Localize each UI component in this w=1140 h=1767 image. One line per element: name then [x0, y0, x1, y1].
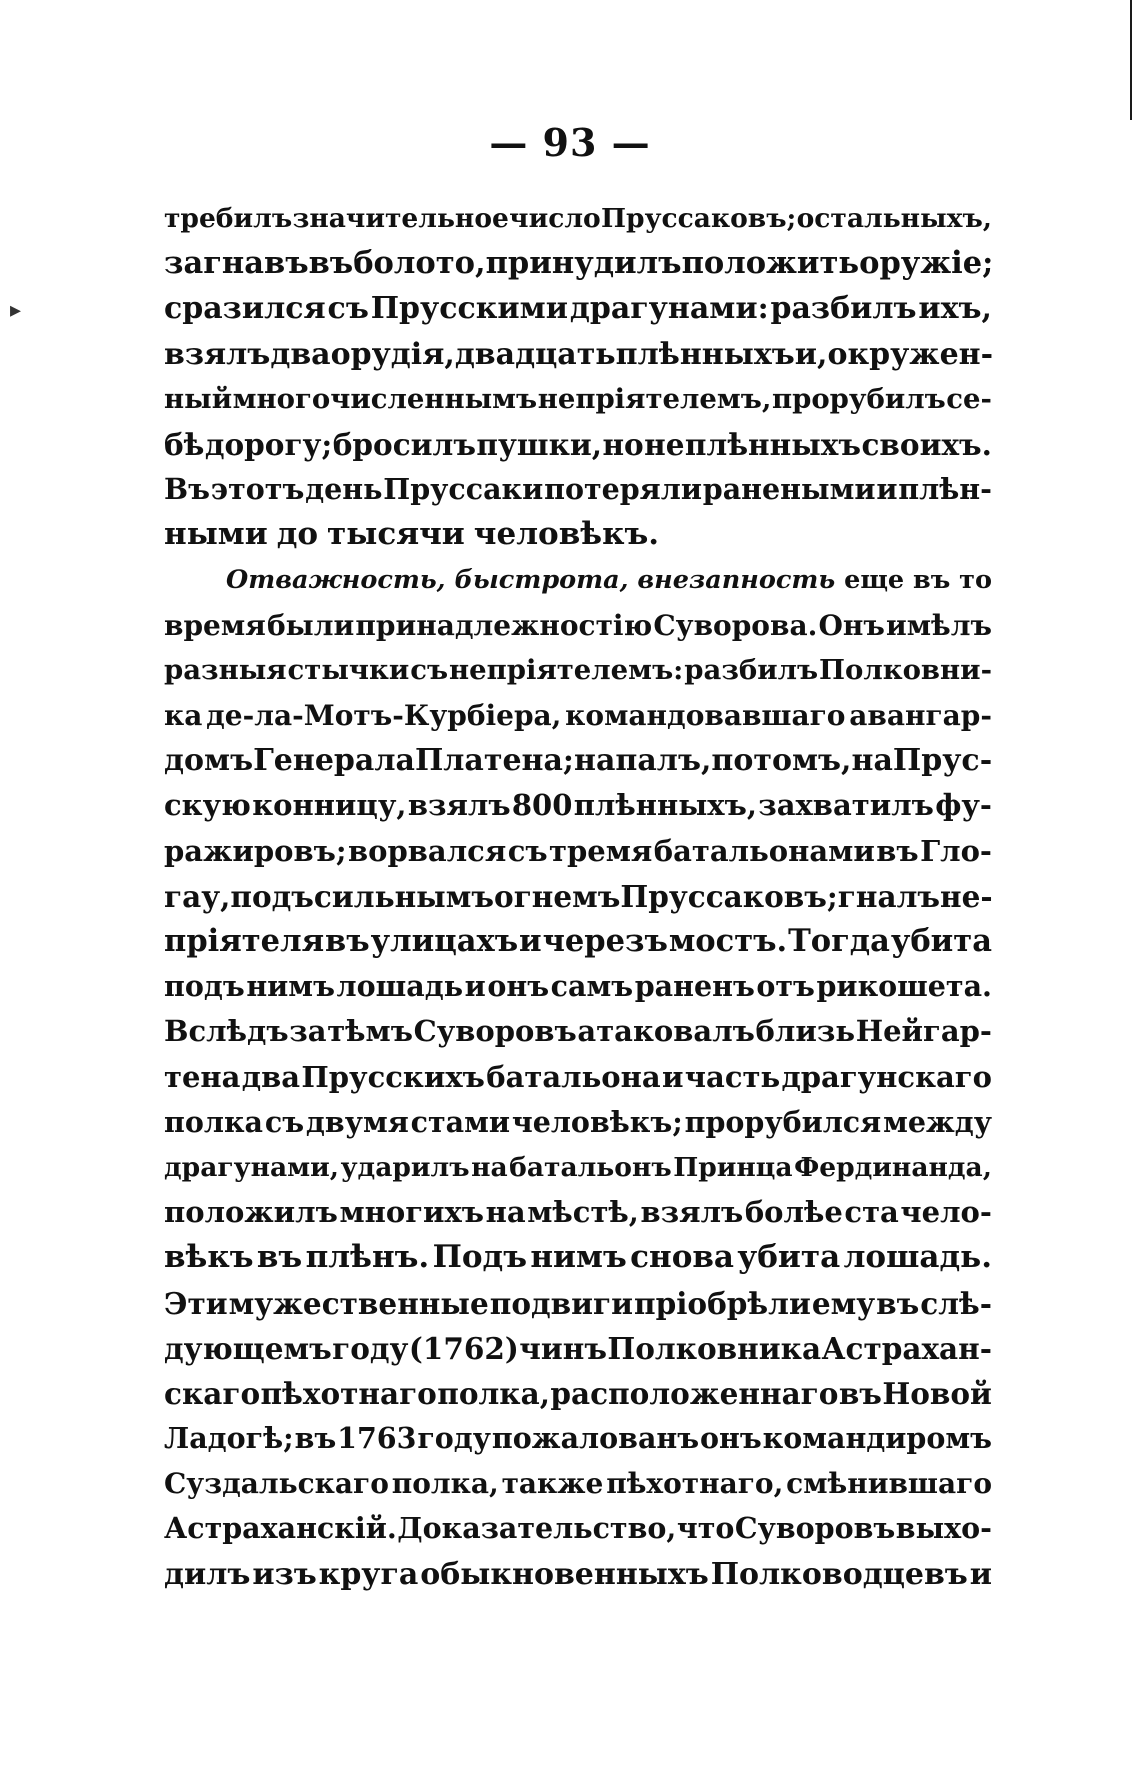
text-line: ка де-ла-Мотъ-Курбіера, командовавшаго авангар-: [164, 699, 992, 733]
text-line: Вслѣдъ за тѣмъ Суворовъ атаковалъ близь Нейгар-: [164, 1014, 992, 1049]
text-line: ными до тысячи человѣкъ.: [164, 516, 660, 553]
text-line: полка съ двумя стами человѣкъ; прорубился между: [164, 1104, 992, 1139]
text-line: пріятеля въ улицахъ и черезъ мостъ. Тогда убита: [164, 923, 992, 959]
text-line: Астраханскій. Доказательство, что Суворовъ выхо-: [164, 1511, 992, 1546]
margin-arrow-mark: ▸: [10, 298, 22, 323]
text-line: Суздальскаго полка, также пѣхотнаго, смѣнившаго: [164, 1467, 992, 1501]
text-line: дующемъ году (1762) чинъ Полковника Астрахан-: [164, 1330, 992, 1366]
text-line: загнавъ въ болото, принудилъ положить оружіе;: [164, 245, 994, 282]
text-line: разныя стычки съ непріятелемъ: разбилъ Полковни-: [164, 653, 992, 686]
text-line: подъ нимъ лошадь и онъ самъ раненъ отъ рикошета.: [164, 969, 992, 1004]
text-line: скаго пѣхотнаго полка, расположеннаго въ Новой: [164, 1375, 992, 1411]
text-line: вѣкъ въ плѣнъ. Подъ нимъ снова убита лошадь.: [164, 1239, 992, 1276]
text-line: Эти мужественные подвиги пріобрѣли ему въ слѣ-: [164, 1285, 992, 1321]
page-number: — 93 —: [489, 120, 651, 165]
text-line: Ладогѣ; въ 1763 году пожалованъ онъ командиромъ: [164, 1421, 992, 1456]
body-text: [164, 196, 992, 1597]
text-line: время были принадлежностію Суворова. Онъ имѣлъ: [164, 608, 992, 642]
text-line: требилъ значительное число Пруссаковъ; остальныхъ,: [164, 203, 992, 234]
text-line: гау, подъ сильнымъ огнемъ Пруссаковъ; гналъ не-: [164, 878, 993, 914]
first-line-rest: еще въ то: [844, 564, 992, 595]
text-line: дилъ изъ круга обыкновенныхъ Полководцевъ и: [164, 1556, 992, 1592]
italic-emphasis: Отважность, быстрота, внезапность: [226, 564, 836, 595]
text-line: ражировъ; ворвался съ тремя батальонами въ Гло-: [164, 833, 992, 868]
page-edge-line: [1130, 0, 1132, 120]
text-line: бѣ дорогу; бросилъ пушки, но не плѣнныхъ своихъ.: [164, 426, 992, 462]
text-line: тена два Прусскихъ батальона и часть драгунскаго: [164, 1059, 992, 1094]
text-line: сразился съ Прусскими драгунами: разбилъ ихъ,: [164, 291, 992, 327]
text-line: домъ Генерала Платена; напалъ, потомъ, на Прус-: [164, 743, 993, 779]
text-line: скую конницу, взялъ 800 плѣнныхъ, захватилъ фу-: [164, 788, 992, 823]
text-line: положилъ многихъ на мѣстѣ, взялъ болѣе ста чело-: [164, 1195, 992, 1230]
text-line: взялъ два орудія, двадцать плѣнныхъ и, окружен-: [164, 336, 994, 372]
text-line: драгунами, ударилъ на батальонъ Принца Фердинанда,: [164, 1151, 992, 1183]
paragraph-first-line: [164, 558, 992, 603]
text-line: ный многочисленнымъ непріятелемъ, прорубилъ се-: [164, 382, 992, 415]
text-line: Въ этотъ день Пруссаки потеряли ранеными и плѣн-: [164, 472, 992, 507]
